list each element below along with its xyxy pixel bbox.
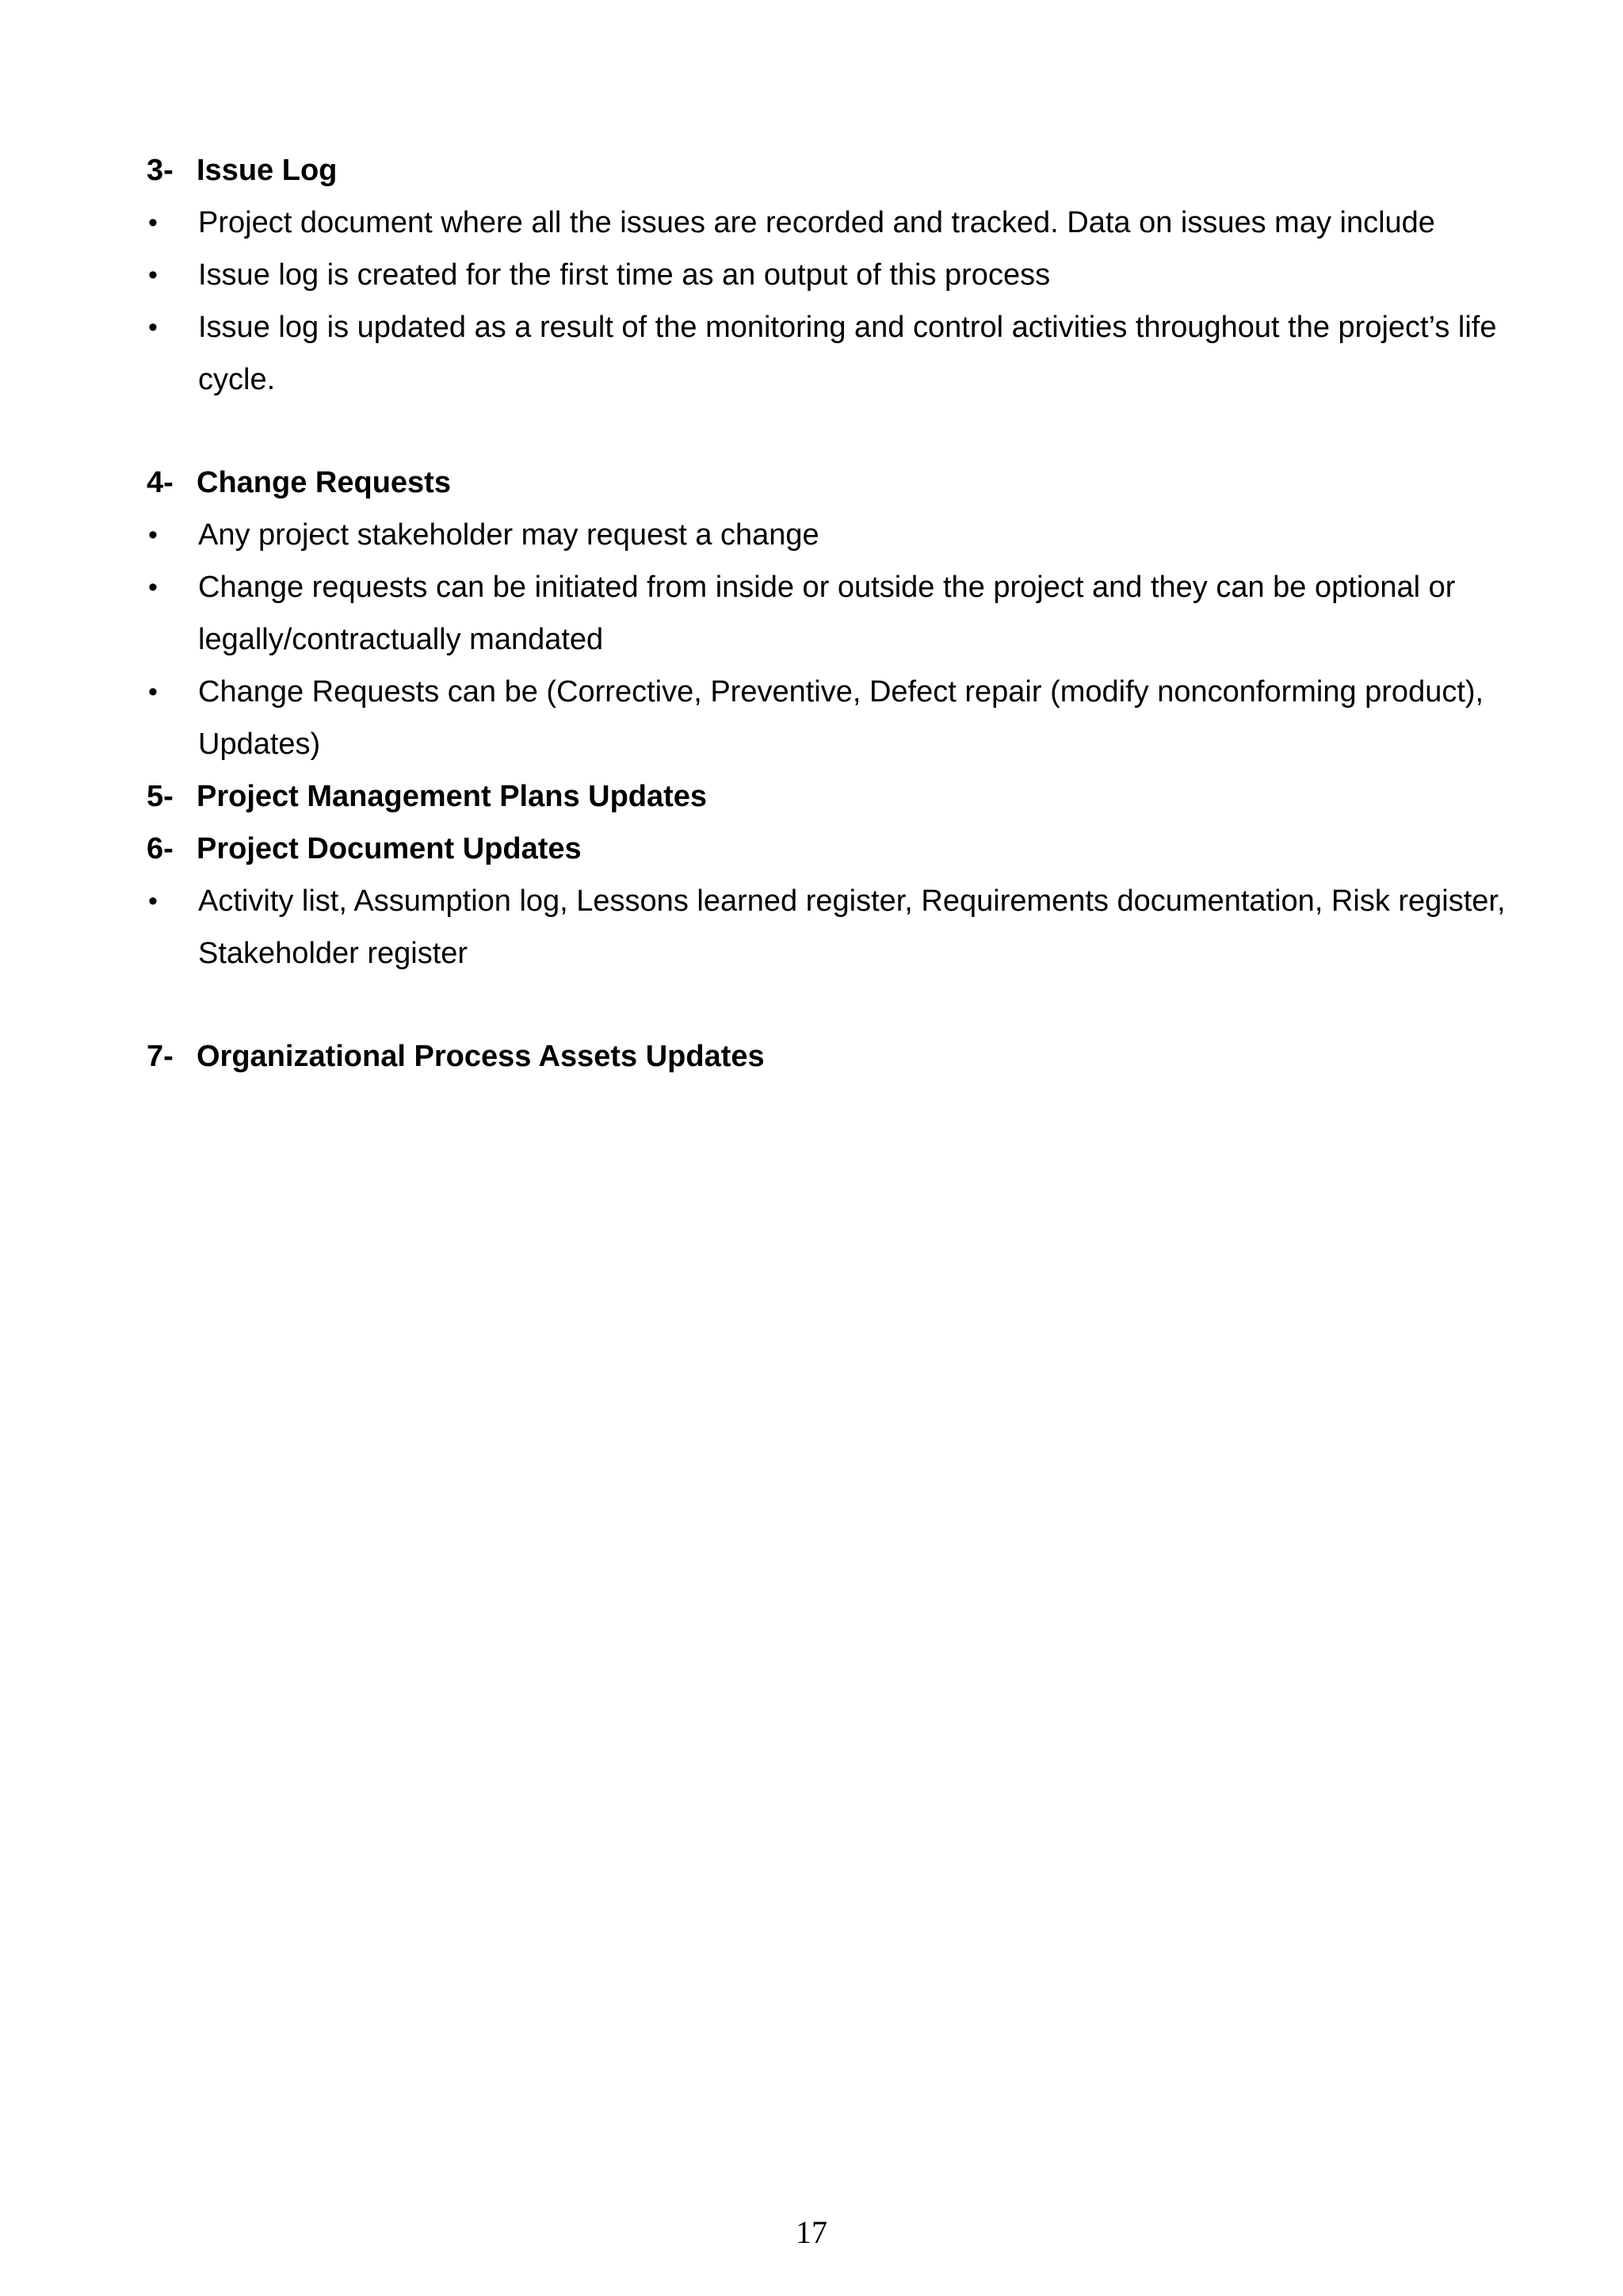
list-item	[147, 666, 1510, 770]
section-spacer	[147, 406, 1510, 457]
list-item	[147, 875, 1510, 980]
section-heading-project-document-updates	[147, 823, 1510, 875]
bullet-icon: •	[148, 677, 158, 707]
section-heading-change-requests	[147, 457, 1510, 509]
list-item	[147, 301, 1510, 406]
list-item-text: Change Requests can be (Corrective, Preventive, Defect repair (modify nonconforming product), Updates)	[198, 675, 1484, 761]
list-item	[147, 509, 1510, 561]
list-item-text: Any project stakeholder may request a change	[198, 518, 819, 552]
section-heading-issue-log	[147, 144, 1510, 197]
section-title: Project Document Updates	[197, 832, 582, 865]
page-content	[147, 144, 1510, 1083]
bullet-icon: •	[148, 886, 158, 916]
list-item	[147, 249, 1510, 301]
section-number: 5-	[147, 780, 174, 813]
section-number: 6-	[147, 832, 174, 865]
list-item	[147, 561, 1510, 666]
bullet-icon: •	[148, 312, 158, 342]
list-item-text: Issue log is created for the first time as an output of this process	[198, 258, 1051, 292]
page-number: 17	[796, 2214, 827, 2250]
bullet-icon: •	[148, 260, 158, 290]
list-item-text: Issue log is updated as a result of the monitoring and control activities throughout the project’s life cycle.	[198, 311, 1497, 396]
section-number: 7-	[147, 1040, 174, 1073]
section-number: 4-	[147, 466, 174, 499]
list-item-text: Project document where all the issues are recorded and tracked. Data on issues may include	[198, 206, 1435, 239]
section-title: Issue Log	[197, 154, 338, 187]
section-title: Project Management Plans Updates	[197, 780, 708, 813]
section-title: Change Requests	[197, 466, 451, 499]
section-spacer	[147, 980, 1510, 1030]
section-heading-organizational-process-assets-updates	[147, 1030, 1510, 1083]
section-number: 3-	[147, 154, 174, 187]
list-item-text: Change requests can be initiated from inside or outside the project and they can be optional or legally/contractually mandated	[198, 571, 1456, 656]
section-title: Organizational Process Assets Updates	[197, 1040, 765, 1073]
bullet-icon: •	[148, 572, 158, 602]
bullet-icon: •	[148, 208, 158, 238]
bullet-icon: •	[148, 520, 158, 550]
section-heading-project-management-plans-updates	[147, 770, 1510, 823]
list-item	[147, 197, 1510, 249]
list-item-text: Activity list, Assumption log, Lessons learned register, Requirements documentation, Risk register, Stakeholder register	[198, 884, 1506, 970]
